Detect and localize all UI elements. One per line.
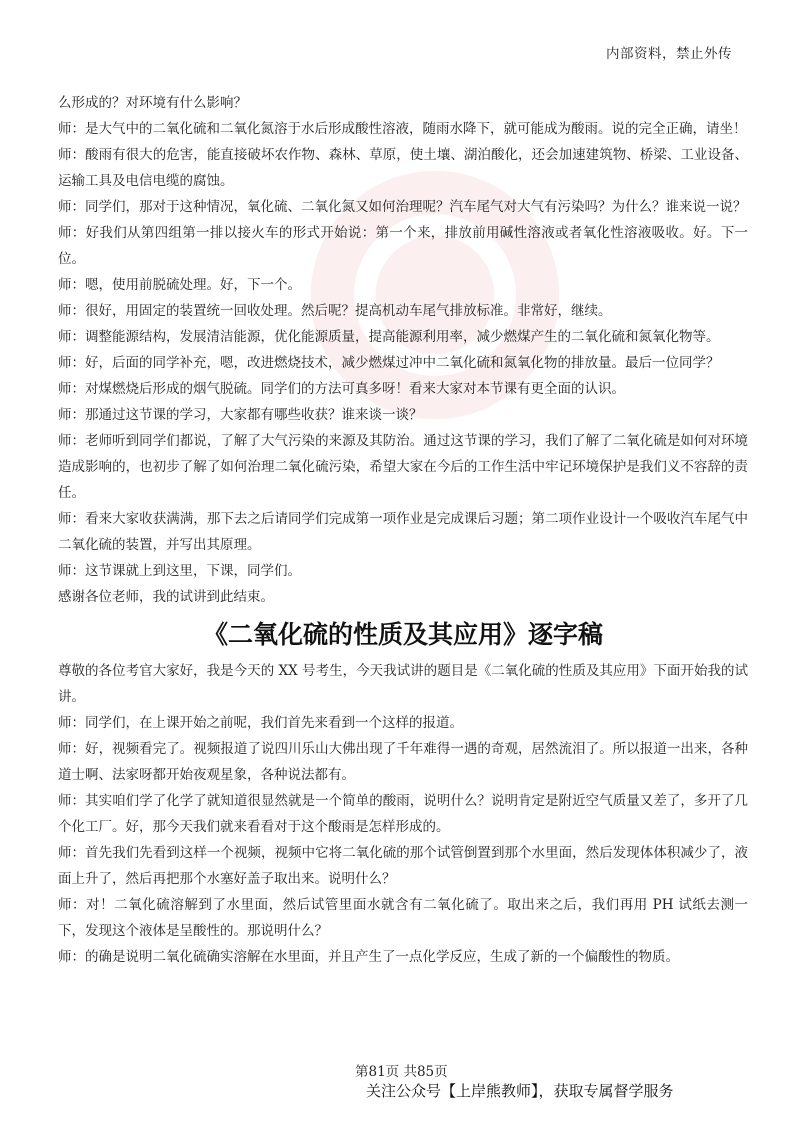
paragraph: 师：同学们，那对于这种情况，氧化硫、二氧化氮又如何治理呢？汽车尾气对大气有污染吗？为什么？谁来说一说？ <box>58 199 747 215</box>
document-body <box>58 90 748 970</box>
paragraph: 师：酸雨有很大的危害，能直接破坏农作物、森林、草原，使土壤、湖泊酸化，还会加速建筑物、桥梁、工业设备、运输工具及电信电缆的腐蚀。 <box>58 147 748 189</box>
paragraph: 师：首先我们先看到这样一个视频，视频中它将二氧化硫的那个试管倒置到那个水里面，然后发现体体积减少了，液面上升了，然后再把那个水塞好盖子取出来。说明什么？ <box>58 845 748 887</box>
paragraph: 师：其实咱们学了化学了就知道很显然就是一个简单的酸雨，说明什么？说明肯定是附近空气质量又差了，多开了几个化工厂。好，那今天我们就来看看对于这个酸雨是怎样形成的。 <box>58 793 748 835</box>
paragraph: 感谢各位老师，我的试讲到此结束。 <box>58 589 274 605</box>
paragraph: 师：好，后面的同学补充，嗯，改进燃烧技术，减少燃煤过冲中二氧化硫和氮氧化物的排放量。最后一位同学？ <box>58 355 720 371</box>
paragraph: 师：对煤燃烧后形成的烟气脱硫。同学们的方法可真多呀！看来大家对本节课有更全面的认识。 <box>58 381 625 397</box>
paragraph: 师：是大气中的二氧化硫和二氧化氮溶于水后形成酸性溶液，随雨水降下，就可能成为酸雨。说的完全正确，请坐！ <box>58 121 747 137</box>
paragraph: 师：嗯，使用前脱硫处理。好，下一个。 <box>58 277 301 293</box>
paragraph: 师：看来大家收获满满，那下去之后请同学们完成第一项作业是完成课后习题；第二项作业设计一个吸收汽车尾气中二氧化硫的装置，并写出其原理。 <box>58 511 748 553</box>
footer-promo: 关注公众号【上岸熊教师】，获取专属督学服务 <box>366 1082 674 1100</box>
confidential-note: 内部资料，禁止外传 <box>606 46 732 62</box>
paragraph: 师：老师听到同学们都说，了解了大气污染的来源及其防治。通过这节课的学习，我们了解了二氧化硫是如何对环境造成影响的，也初步了解了如何治理二氧化硫污染，希望大家在今后的工作生活中牢记环境保护是我们义不容辞的责任。 <box>58 433 748 501</box>
page-number: 第81页 共85页 <box>355 1064 448 1080</box>
paragraph: 师：的确是说明二氧化硫确实溶解在水里面，并且产生了一点化学反应，生成了新的一个偏酸性的物质。 <box>58 949 679 965</box>
paragraph: 师：好，视频看完了。视频报道了说四川乐山大佛出现了千年难得一遇的奇观，居然流泪了。所以报道一出来，各种道士啊、法家呀都开始夜观星象，各种说法都有。 <box>58 741 748 783</box>
paragraph: 师：同学们，在上课开始之前呢，我们首先来看到一个这样的报道。 <box>58 715 463 731</box>
paragraph: 师：那通过这节课的学习，大家都有哪些收获？谁来谈一谈？ <box>58 407 423 423</box>
paragraph: 么形成的？对环境有什么影响？ <box>58 95 247 111</box>
paragraph: 师：调整能源结构，发展清洁能源，优化能源质量，提高能源利用率，减少燃煤产生的二氧化硫和氮氧化物等。 <box>58 329 720 345</box>
section-title: 《二氧化硫的性质及其应用》逐字稿 <box>202 620 603 649</box>
paragraph: 师：对！二氧化硫溶解到了水里面，然后试管里面水就含有二氧化硫了。取出来之后，我们再用 PH 试纸去测一下，发现这个液体是呈酸性的。那说明什么？ <box>58 897 748 939</box>
paragraph: 师：很好，用固定的装置统一回收处理。然后呢？提高机动车尾气排放标准。非常好，继续。 <box>58 303 612 319</box>
paragraph: 师：这节课就上到这里，下课，同学们。 <box>58 563 301 579</box>
paragraph: 尊敬的各位考官大家好，我是今天的 XX 号考生，今天我试讲的题目是《二氧化硫的性质及其应用》下面开始我的试讲。 <box>58 663 748 705</box>
paragraph: 师：好我们从第四组第一排以接火车的形式开始说：第一个来，排放前用碱性溶液或者氧化性溶液吸收。好。下一位。 <box>58 225 748 267</box>
